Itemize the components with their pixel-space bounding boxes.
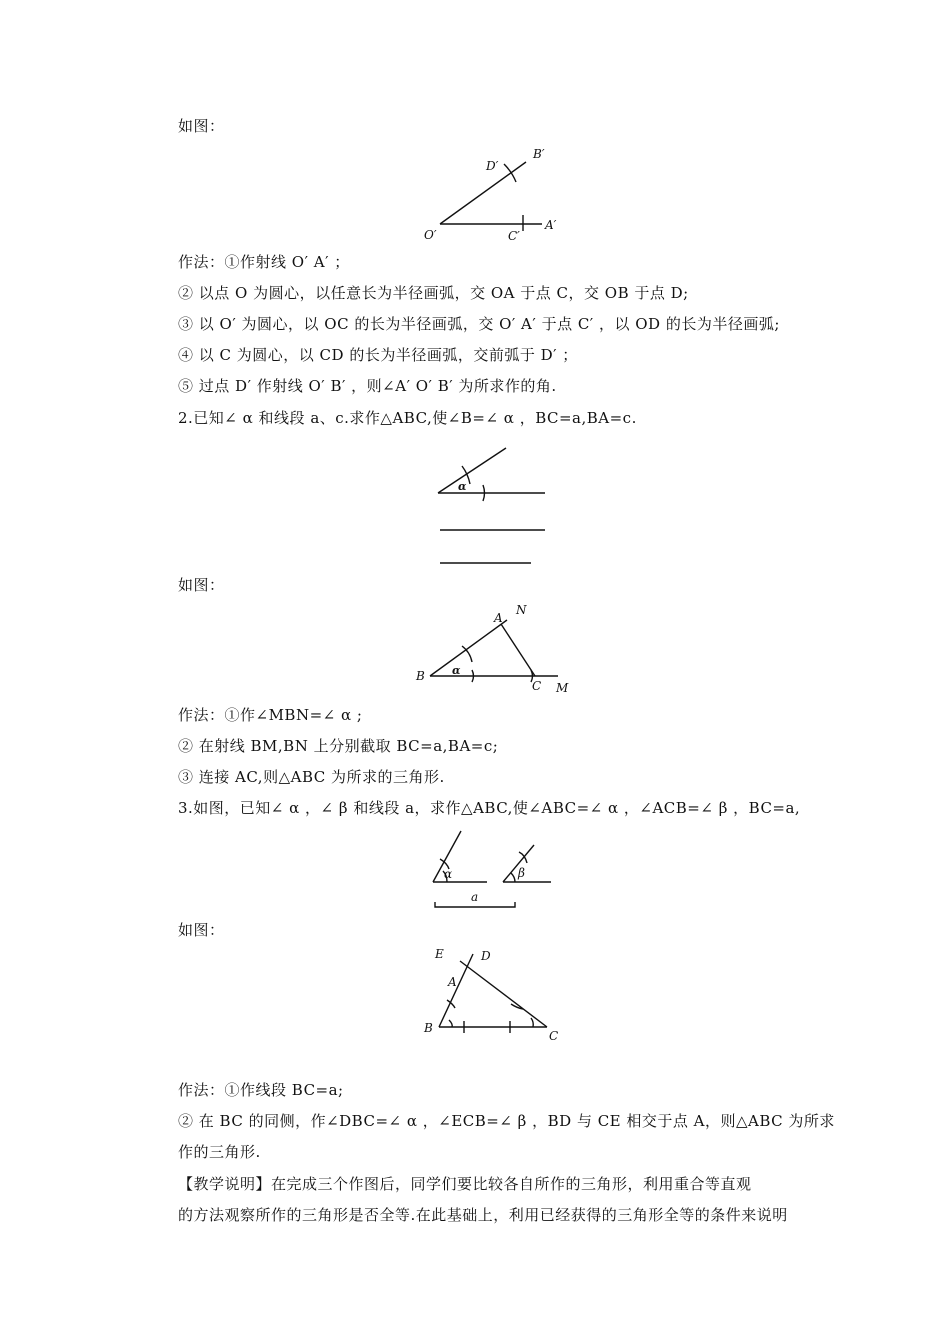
label-a: a	[471, 890, 479, 904]
angle-c-mark	[531, 1018, 533, 1027]
ray-ob	[440, 162, 526, 224]
step-1: 作法：①作射线 O′ A′ ；	[178, 253, 350, 271]
label-n: N	[516, 603, 527, 617]
label-b-prime: B′	[533, 147, 545, 161]
beta-mark	[511, 873, 515, 882]
label-c-prime: C′	[508, 229, 520, 243]
label-a: A	[448, 975, 457, 989]
ray-ce	[460, 961, 547, 1027]
figure-triangle-asa	[415, 940, 575, 1050]
angle-b-mark	[449, 1020, 452, 1027]
problem-2: 2.已知∠ α 和线段 a、c.求作△ABC,使∠B=∠ α ，BC=a,BA=c.	[178, 409, 637, 427]
ray-bn	[430, 620, 507, 676]
figure-angle-construction	[410, 140, 580, 250]
method-step-b: ② 在 BC 的同侧，作∠DBC=∠ α ，∠ECB=∠ β ，BD 与 CE 相交于点 A，则△ABC 为所求	[178, 1112, 835, 1130]
caption-as-shown-2: 如图：	[178, 576, 225, 594]
angle-arm	[438, 448, 506, 493]
problem-3: 3.如图，已知∠ α ，∠ β 和线段 a，求作△ABC,使∠ABC=∠ α ，∠ACB=∠ β ，BC=a,	[178, 799, 801, 817]
figure-given-angle-segments	[430, 440, 555, 570]
side-ac	[501, 624, 535, 676]
label-m: M	[556, 681, 569, 695]
teaching-note-cont: 的方法观察所作的三角形是否全等.在此基础上，利用已经获得的三角形全等的条件来说明	[178, 1206, 788, 1224]
figure-given-two-angles	[425, 825, 560, 915]
label-a: A	[494, 611, 503, 625]
label-d: D	[481, 949, 491, 963]
label-a-prime: A′	[545, 218, 557, 232]
method-step-b-cont: 作的三角形.	[178, 1143, 261, 1161]
label-beta: β	[518, 866, 525, 880]
method-step-a: 作法：①作线段 BC=a;	[178, 1081, 344, 1099]
label-b: B	[424, 1021, 433, 1035]
method-step-1: 作法：①作∠MBN=∠ α ;	[178, 706, 363, 724]
label-o-prime: O′	[424, 228, 437, 242]
teaching-note: 【教学说明】在完成三个作图后，同学们要比较各自所作的三角形，利用重合等直观	[178, 1175, 752, 1193]
method-step-2: ② 在射线 BM,BN 上分别截取 BC=a,BA=c;	[178, 737, 499, 755]
figure-triangle-sas	[410, 600, 585, 700]
caption-as-shown-3: 如图：	[178, 921, 225, 939]
ray-bd	[439, 954, 473, 1027]
step-2: ② 以点 O 为圆心，以任意长为半径画弧，交 OA 于点 C，交 OB 于点 D;	[178, 284, 689, 302]
step-5: ⑤ 过点 D′ 作射线 O′ B′ ，则∠A′ O′ B′ 为所求作的角.	[178, 377, 557, 395]
method-step-3: ③ 连接 AC,则△ABC 为所求的三角形.	[178, 768, 445, 786]
label-e: E	[435, 947, 444, 961]
label-c: C	[532, 679, 542, 693]
label-c: C	[549, 1029, 559, 1043]
caption-as-shown-1: 如图：	[178, 117, 225, 135]
step-3: ③ 以 O′ 为圆心，以 OC 的长为半径画弧，交 O′ A′ 于点 C′ ，以 OD 的长为半径画弧;	[178, 315, 780, 333]
step-4: ④ 以 C 为圆心，以 CD 的长为半径画弧，交前弧于 D′ ；	[178, 346, 578, 364]
label-alpha: α	[452, 664, 461, 677]
label-d-prime: D′	[486, 159, 499, 173]
label-alpha: α	[444, 867, 453, 881]
label-b: B	[416, 669, 425, 683]
label-alpha: α	[458, 480, 467, 493]
